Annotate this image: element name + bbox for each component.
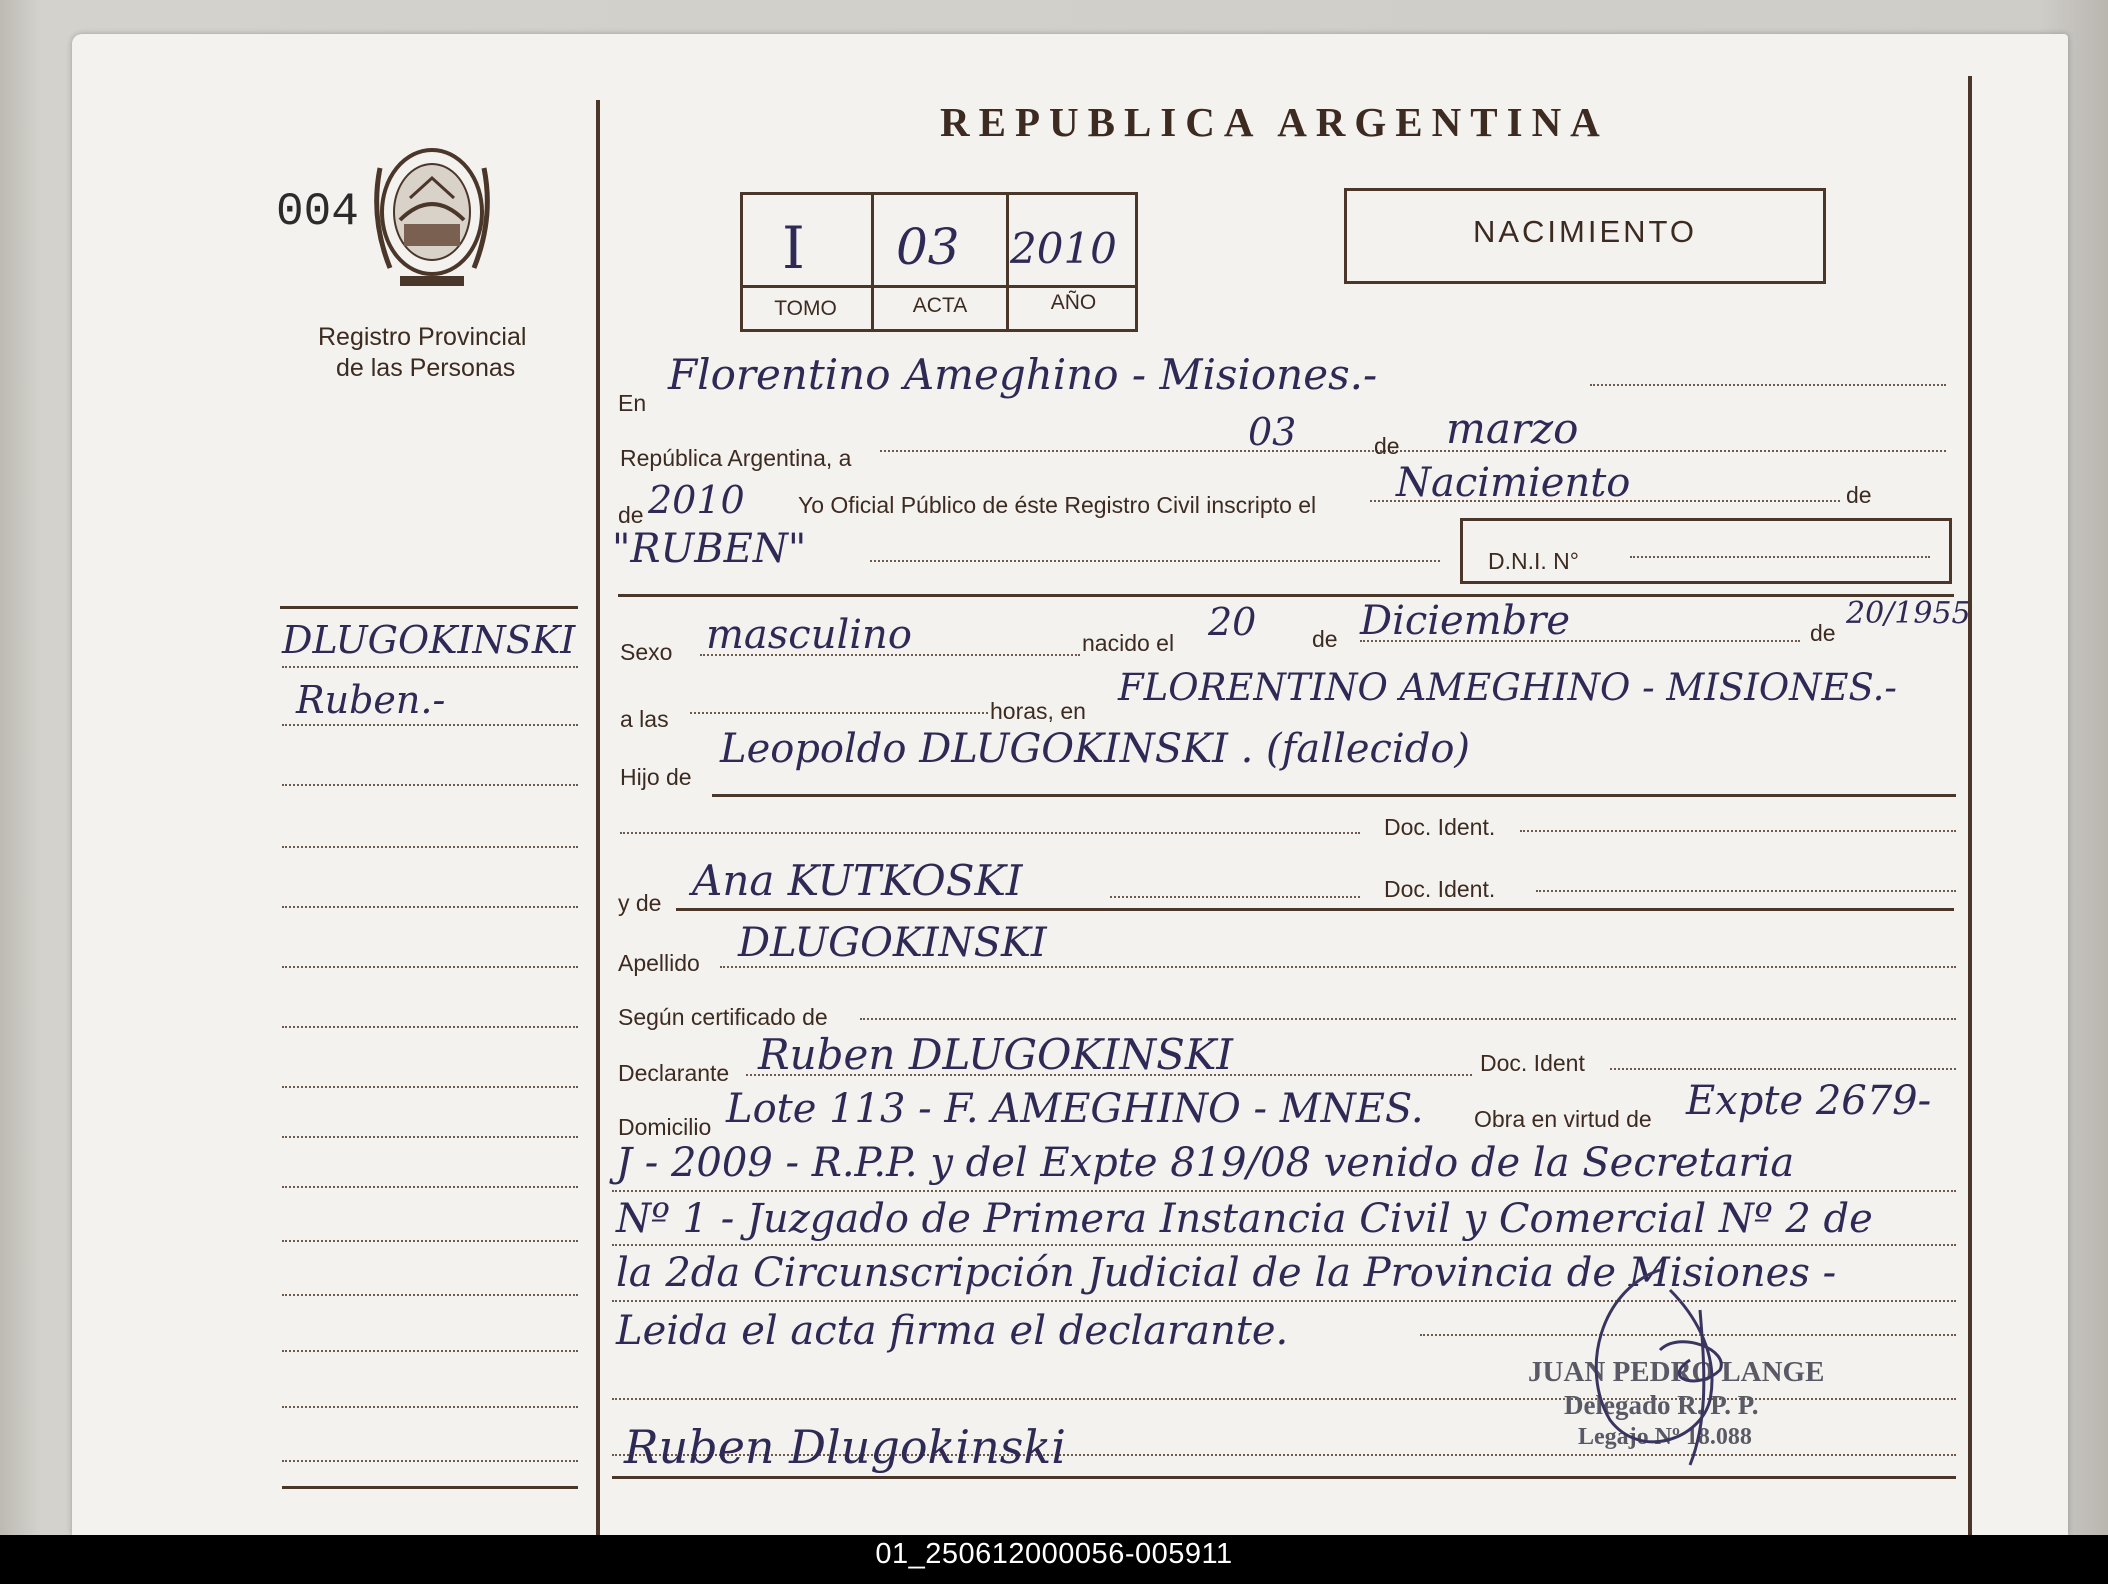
- father-value: Leopoldo DLUGOKINSKI . (fallecido): [720, 726, 1471, 772]
- domicilio-label: Domicilio: [618, 1114, 712, 1140]
- day-value: 03: [1248, 410, 1297, 454]
- sexo-value: masculino: [706, 612, 912, 658]
- official-signature-scribble: [1540, 1250, 1800, 1480]
- obra-value: Expte 2679-: [1686, 1078, 1932, 1124]
- de2-label: de: [618, 502, 644, 528]
- alas-label: a las: [620, 706, 669, 732]
- margin-line: [282, 666, 578, 668]
- dotted-line: [880, 450, 1946, 452]
- dotted-line: [1370, 500, 1840, 502]
- year-value: 2010: [648, 478, 745, 522]
- en-label: En: [618, 390, 647, 416]
- declarante-label: Declarante: [618, 1060, 730, 1086]
- hijo-label: Hijo de: [620, 764, 692, 790]
- dotted-line: [860, 1018, 1956, 1020]
- dotted-line: [746, 1074, 1472, 1076]
- form-left-border: [596, 100, 600, 1535]
- dotted-line: [720, 966, 1956, 968]
- misiones-seal: [360, 128, 500, 298]
- de5-label: de: [1810, 620, 1836, 646]
- body-line-1: J - 2009 - R.P.P. y del Expte 819/08 venido de la Secretaria: [616, 1140, 1795, 1186]
- dotted-line: [1110, 896, 1360, 898]
- declarante-value: Ruben DLUGOKINSKI: [758, 1030, 1233, 1079]
- dotted-line: [1630, 556, 1930, 558]
- month-value: marzo: [1446, 404, 1579, 453]
- registry-line-2: de las Personas: [336, 354, 516, 382]
- obra-label: Obra en virtud de: [1474, 1106, 1652, 1132]
- margin-bottom-rule: [282, 1486, 578, 1489]
- margin-line: [282, 1026, 578, 1028]
- doc-ident-3-label: Doc. Ident: [1480, 1050, 1585, 1076]
- section-divider: [618, 594, 1954, 597]
- margin-line: [282, 966, 578, 968]
- dotted-line: [1520, 830, 1956, 832]
- margin-surname: DLUGOKINSKI: [282, 618, 576, 662]
- dotted-line: [690, 712, 988, 714]
- father-rule: [712, 794, 1956, 797]
- margin-line: [282, 1086, 578, 1088]
- margin-line: [282, 784, 578, 786]
- en-value: Florentino Ameghino - Misiones.-: [668, 350, 1378, 399]
- domicilio-value: Lote 113 - F. AMEGHINO - MNES.: [726, 1086, 1424, 1132]
- birth-month: Diciembre: [1360, 598, 1571, 644]
- margin-line: [282, 724, 578, 726]
- body-line-4: Leida el acta firma el declarante.: [616, 1308, 1289, 1354]
- doc-ident-2-label: Doc. Ident.: [1384, 876, 1496, 902]
- anio-value: 2010: [1010, 224, 1117, 273]
- sexo-label: Sexo: [620, 639, 673, 665]
- stamp-legajo: Legajo Nº 18.088: [1578, 1424, 1752, 1450]
- oficial-label: Yo Oficial Público de éste Registro Civil inscripto el: [798, 492, 1317, 518]
- form-right-border: [1968, 76, 1972, 1535]
- segun-label: Según certificado de: [618, 1004, 828, 1030]
- margin-name: Ruben.-: [296, 678, 446, 722]
- margin-line: [282, 1460, 578, 1462]
- margin-top-rule: [280, 606, 578, 609]
- doc-ident-label: Doc. Ident.: [1384, 814, 1496, 840]
- nacido-label: nacido el: [1082, 630, 1175, 656]
- dotted-line: [1360, 640, 1800, 642]
- page-title: REPUBLICA ARGENTINA: [940, 99, 1609, 145]
- record-type: NACIMIENTO: [1472, 214, 1698, 249]
- body-line-3: la 2da Circunscripción Judicial de la Provincia de Misiones -: [616, 1250, 1837, 1296]
- margin-line: [282, 906, 578, 908]
- dotted-line: [1590, 384, 1946, 386]
- acta-value: 03: [896, 218, 960, 276]
- folio-number: 004: [276, 186, 359, 238]
- image-caption: 01_250612000056-005911: [875, 1538, 1233, 1570]
- de-label: de: [1374, 433, 1400, 459]
- birth-day: 20: [1208, 600, 1257, 644]
- yde-label: y de: [618, 890, 662, 916]
- record-id-divider: [740, 285, 1138, 288]
- de3-label: de: [1846, 482, 1872, 508]
- anio-label: AÑO: [1050, 291, 1097, 314]
- margin-line: [282, 1350, 578, 1352]
- stamp-title: Delegado R. P. P.: [1564, 1390, 1759, 1420]
- acta-label: ACTA: [912, 294, 968, 317]
- mother-rule: [676, 908, 1954, 911]
- margin-line: [282, 1294, 578, 1296]
- dni-label: D.N.I. N°: [1488, 548, 1579, 574]
- de4-label: de: [1312, 626, 1338, 652]
- dotted-line: [1536, 890, 1956, 892]
- margin-line: [282, 1186, 578, 1188]
- margin-line: [282, 846, 578, 848]
- mother-value: Ana KUTKOSKI: [692, 856, 1023, 905]
- stamp-name: JUAN PEDRO LANGE: [1528, 1356, 1825, 1388]
- apellido-label: Apellido: [618, 950, 700, 976]
- dotted-line: [1610, 1068, 1956, 1070]
- dotted-line: [700, 654, 1080, 656]
- dotted-line: [620, 832, 1360, 834]
- name-value: "RUBEN": [612, 526, 807, 572]
- declarant-signature: Ruben Dlugokinski: [624, 1420, 1066, 1474]
- margin-line: [282, 1136, 578, 1138]
- birth-place: FLORENTINO AMEGHINO - MISIONES.-: [1118, 666, 1897, 709]
- margin-line: [282, 1240, 578, 1242]
- birth-year: 20/1955: [1846, 596, 1971, 631]
- inscripto-value: Nacimiento: [1396, 460, 1631, 506]
- republica-label: República Argentina, a: [620, 445, 852, 471]
- registry-line-1: Registro Provincial: [318, 323, 527, 351]
- margin-line: [282, 1406, 578, 1408]
- tomo-value: I: [782, 214, 805, 282]
- dotted-line: [612, 1190, 1956, 1192]
- dotted-line: [612, 1244, 1956, 1246]
- body-line-2: Nº 1 - Juzgado de Primera Instancia Civil y Comercial Nº 2 de: [616, 1196, 1873, 1242]
- tomo-label: TOMO: [774, 297, 837, 320]
- horas-label: horas, en: [990, 698, 1086, 724]
- apellido-value: DLUGOKINSKI: [738, 920, 1047, 966]
- dotted-line: [870, 560, 1440, 562]
